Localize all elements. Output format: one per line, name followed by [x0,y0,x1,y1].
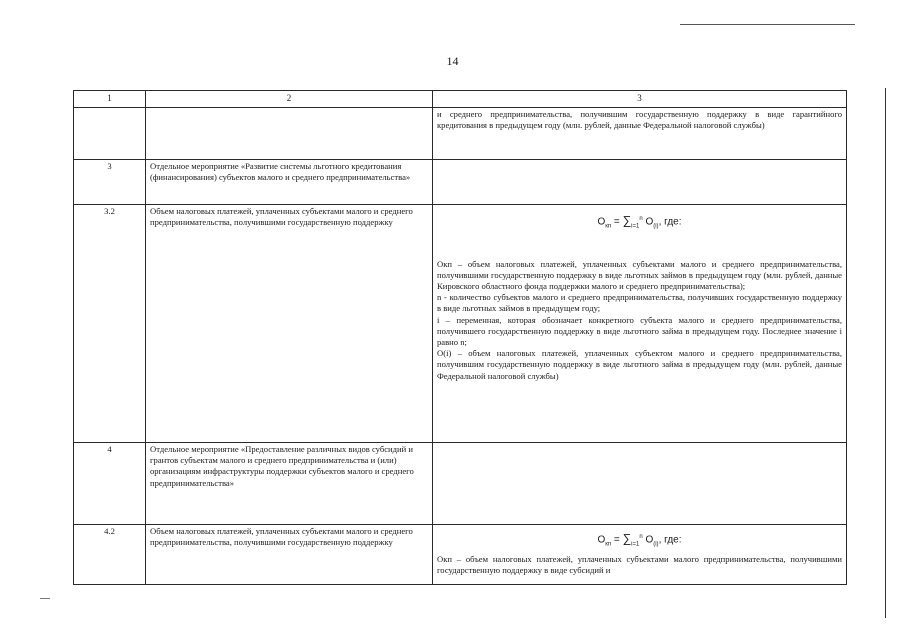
header-col-2: 2 [146,91,433,108]
table-row [74,160,847,205]
formula: $О_{кп} = \sum_{i=1}^n$ $О_{(i)}$, где: [597,213,682,230]
definition-oi: О(i) – объем налоговых платежей, уплаченных субъектом малого и среднего предпринимательства, получившим государственную поддержку в виде льготного займа в предыдущем году (млн. рублей, данные Федеральной налоговой службы) [437,348,842,381]
definition-okp: Окп – объем налоговых платежей, уплаченных субъектами малого и среднего предпринимательства, получившими государственную поддержку в виде льготных займов в предыдущем году (млн. рублей, данные Кировского областного фонда поддержки малого и среднего предпринимательства); [437,258,842,291]
table-header-row [74,91,847,108]
row-name: Отдельное мероприятие «Предоставление различных видов субсидий и грантов субъектам малого и среднего предпринимательства и (или) организациям инфраструктуры поддержки субъектов малого и среднего предпринимательства» [146,443,433,525]
row-description [433,160,847,205]
row-description: и среднего предпринимательства, получившим государственную поддержку в виде гарантийного кредитования в предыдущем году (млн. рублей, данные Федеральной налоговой службы) [433,108,847,160]
definition-n: n - количество субъектов малого и среднего предпринимательства, получивших государственную поддержку в виде льготных займов в предыдущем году; [437,292,842,314]
row-description [433,205,847,443]
table-row [74,525,847,585]
header-col-1: 1 [74,91,146,108]
row-name: Объем налоговых платежей, уплаченных субъектами малого и среднего предпринимательства, получившими государственную поддержку [146,205,433,443]
formula: $О_{кп} = \sum_{i=1}^n$ $О_{(i)}$, где: [597,531,682,548]
row-number [74,108,146,160]
table-row [74,205,847,443]
row-name [146,108,433,160]
row-number: 4 [74,443,146,525]
row-name: Отдельное мероприятие «Развитие системы льготного кредитования (финансирования) субъектов малого и среднего предпринимательства» [146,160,433,205]
top-rule [680,24,855,25]
row-description [433,443,847,525]
row-name: Объем налоговых платежей, уплаченных субъектами малого и среднего предпринимательства, получившими государственную поддержку [146,525,433,585]
row-number: 3 [74,160,146,205]
indicator-table [73,90,847,585]
row-number: 4.2 [74,525,146,585]
page-edge-line [885,88,886,618]
row-number: 3.2 [74,205,146,443]
margin-mark [40,598,50,599]
definition-i: i – переменная, которая обозначает конкретного субъекта малого и среднего предпринимательства, получившего государственную поддержку в виде льготного займа в предыдущем году. Последнее значение i равно n; [437,314,842,347]
table-row [74,108,847,160]
row-description [433,525,847,585]
definition-okp: Окп – объем налоговых платежей, уплаченных субъектами малого предпринимательства, получившими государственную поддержку в виде субсидий и [437,553,842,575]
page-number: 14 [446,54,459,68]
table-row [74,443,847,525]
header-col-3: 3 [433,91,847,108]
